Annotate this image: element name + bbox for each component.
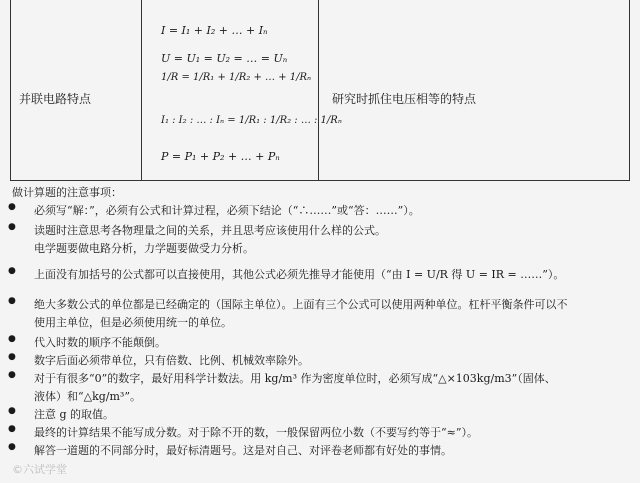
- list-item-text: 最终的计算结果不能写成分数。对于除不开的数，一般保留两位小数（不要写约等于“≈”）。: [34, 426, 478, 439]
- formula-resistance: 1/R = 1/R₁ + 1/R₂ + … + 1/Rₙ: [161, 72, 312, 83]
- list-item-text-cont: 电学题要做电路分析，力学题要做受力分析。: [34, 242, 254, 255]
- list-item-text: 注意 g 的取值。: [34, 408, 115, 421]
- list-item-text: 数字后面必须带单位，只有倍数、比例、机械效率除外。: [34, 354, 309, 367]
- bullet-icon: ●: [8, 370, 16, 380]
- bullet-icon: ●: [8, 424, 16, 434]
- row-note: 研究时抓住电压相等的特点: [332, 92, 477, 106]
- watermark: ©六试学堂: [12, 463, 67, 476]
- formula-power: P = P₁ + P₂ + … + Pₙ: [161, 150, 280, 163]
- bullet-icon: ●: [8, 442, 16, 452]
- row-label: 并联电路特点: [19, 92, 92, 106]
- list-item-text: 对于有很多“0”的数字，最好用科学计数法。用 kg/m³ 作为密度单位时，必须写成“△×103kg/m3”（固体、: [34, 372, 556, 385]
- bullet-icon: ●: [8, 222, 16, 232]
- bullet-icon: ●: [8, 406, 16, 416]
- list-item-text-cont: 使用主单位，但是必须使用统一的单位。: [34, 316, 232, 329]
- bullet-icon: ●: [8, 202, 16, 212]
- list-item-text: 必须写“解：”，必须有公式和计算过程，必须下结论（“∴……”或“答：……”）。: [34, 204, 420, 217]
- formula-table: [10, 0, 630, 181]
- formula-current: I = I₁ + I₂ + … + Iₙ: [161, 24, 268, 37]
- list-item-text: 上面没有加括号的公式都可以直接使用，其他公式必须先推导才能使用（“由 I = U/R 得 U = IR = ……”）。: [34, 268, 565, 281]
- table-col-note: [318, 0, 629, 180]
- list-item-text: 代入时数的顺序不能颠倒。: [34, 336, 166, 349]
- table-col-label: [11, 0, 142, 180]
- bullet-icon: ●: [8, 352, 16, 362]
- formula-voltage: U = U₁ = U₂ = … = Uₙ: [161, 52, 288, 65]
- list-item-text-cont: 液体）和“△kg/m³”。: [34, 390, 141, 403]
- bullet-icon: ●: [8, 296, 16, 306]
- list-item-text: 解答一道题的不同部分时，最好标清题号。这是对自己、对评卷老师都有好处的事情。: [34, 444, 452, 457]
- bullet-icon: ●: [8, 334, 16, 344]
- list-item-text: 读题时注意思考各物理量之间的关系，并且思考应该使用什么样的公式。: [34, 224, 386, 237]
- formula-ratio: I₁ : I₂ : … : Iₙ = 1/R₁ : 1/R₂ : … : 1/Rₙ: [161, 115, 342, 126]
- notes-title: 做计算题的注意事项：: [12, 186, 122, 199]
- table-col-formulas: [141, 0, 342, 180]
- bullet-icon: ●: [8, 266, 16, 276]
- list-item-text: 绝大多数公式的单位都是已经确定的（国际主单位）。上面有三个公式可以使用两种单位。杠杆平衡条件可以不: [34, 298, 568, 311]
